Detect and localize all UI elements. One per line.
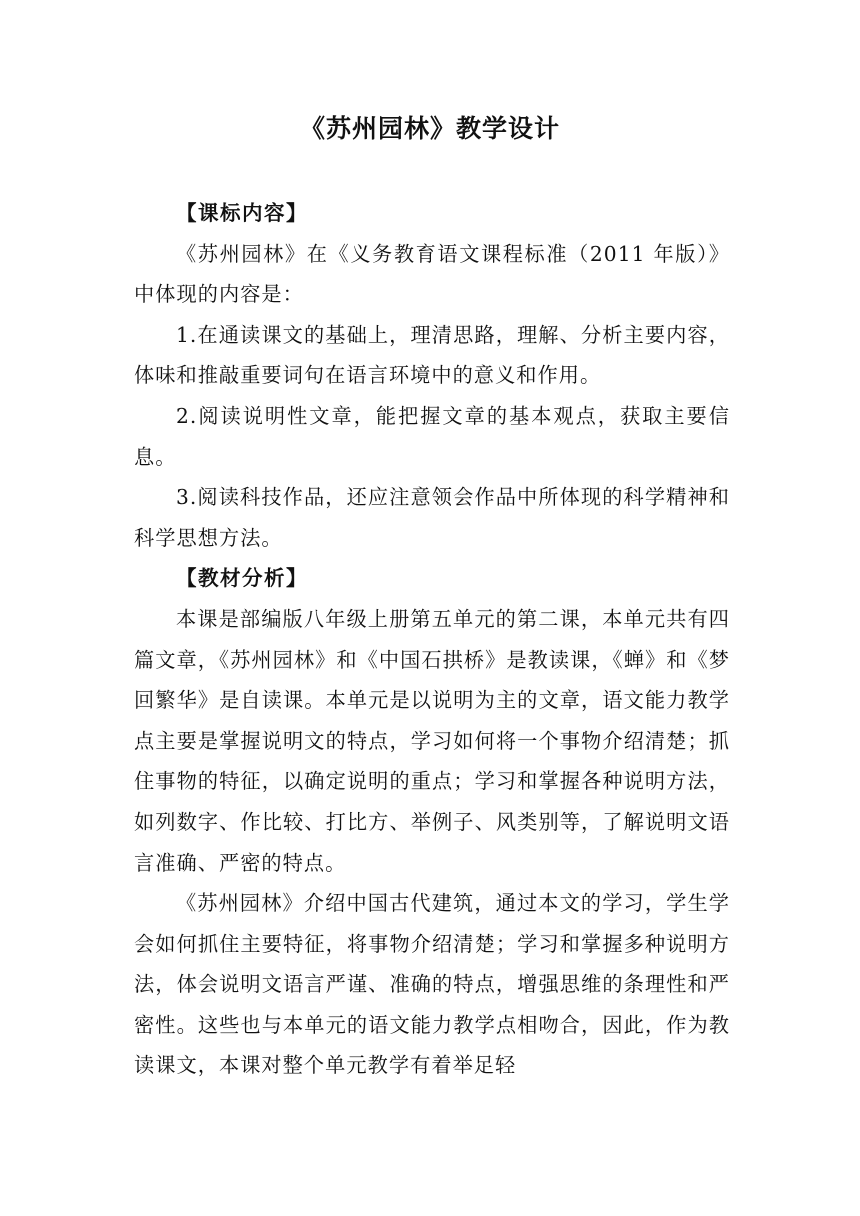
paragraph: 《苏州园林》在《义务教育语文课程标准（2011 年版）》中体现的内容是： [134, 241, 730, 307]
document-title: 《苏州园林》教学设计 [299, 114, 560, 143]
section-heading-textbook-analysis: 【教材分析】 [176, 566, 308, 591]
paragraph: 本课是部编版八年级上册第五单元的第二课，本单元共有四篇文章，《苏州园林》和《中国石拱桥》是教读课，《蝉》和《梦回繁华》是自读课。本单元是以说明为主的文章，语文能力教学点主要是掌握说明文的特点，学习如何将一个事物介绍清楚；抓住事物的特征，以确定说明的重点；学习和掌握各种说明方法，如列数字、作比较、打比方、举例子、风类别等，了解说明文语言准确、严密的特点。 [134, 606, 730, 875]
paragraph: 3.阅读科技作品，还应注意领会作品中所体现的科学精神和科学思想方法。 [134, 485, 730, 550]
section-heading-curriculum-standards: 【课标内容】 [176, 201, 308, 225]
document-body [134, 193, 730, 1086]
section-textbook-analysis [134, 558, 730, 1086]
section-curriculum-standards [134, 193, 730, 558]
paragraph: 《苏州园林》介绍中国古代建筑，通过本文的学习，学生学会如何抓住主要特征，将事物介绍清楚；学习和掌握多种说明方法，体会说明文语言严谨、准确的特点，增强思维的条理性和严密性。这些也与本单元的语文能力教学点相吻合，因此，作为教读课文，本课对整个单元教学有着举足轻 [134, 891, 730, 1078]
paragraph: 2.阅读说明性文章，能把握文章的基本观点，获取主要信息。 [134, 403, 730, 469]
paragraph: 1.在通读课文的基础上，理清思路，理解、分析主要内容，体味和推敲重要词句在语言环境中的意义和作用。 [134, 322, 730, 388]
